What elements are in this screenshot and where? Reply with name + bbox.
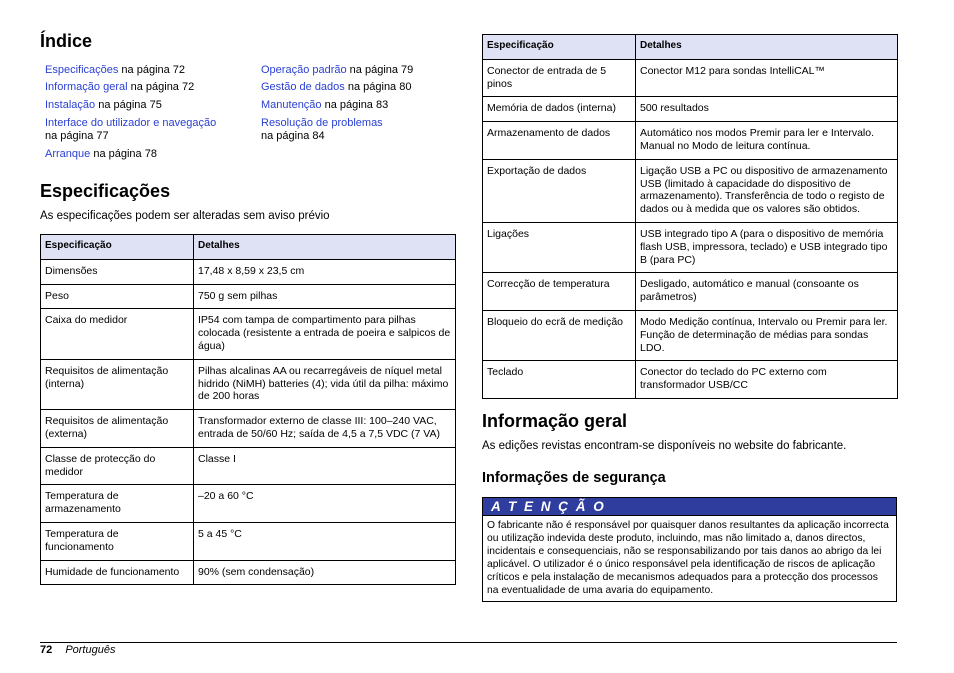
- spec-cell: Memória de dados (interna): [483, 97, 636, 122]
- safety-title: Informações de segurança: [482, 470, 666, 486]
- table-row: [41, 410, 456, 448]
- column-header-spec: Especificação: [41, 235, 194, 260]
- toc-item: [261, 81, 466, 94]
- toc-item: [261, 64, 466, 77]
- details-cell: Conector M12 para sondas IntelliCAL™: [636, 59, 898, 97]
- details-cell: 750 g sem pilhas: [194, 284, 456, 309]
- table-row: [41, 284, 456, 309]
- toc-link-informacao-geral[interactable]: Informação geral: [45, 81, 128, 93]
- toc-page-ref: na página 80: [344, 81, 412, 93]
- details-cell: 500 resultados: [636, 97, 898, 122]
- table-row: [41, 522, 456, 560]
- details-cell: 5 a 45 °C: [194, 522, 456, 560]
- column-header-spec: Especificação: [483, 35, 636, 60]
- details-cell: Ligação USB a PC ou dispositivo de armazenamento USB (limitado à capacidade do dispositivo de armazenamento). Transferência de todo o registo de dados ou à medida que os valores são obtidos.: [636, 159, 898, 222]
- footer-language: Português: [65, 644, 116, 656]
- spec-cell: Peso: [41, 284, 194, 309]
- details-cell: Automático nos modos Premir para ler e Intervalo. Manual no Modo de leitura contínua.: [636, 122, 898, 160]
- toc-item: [45, 64, 250, 77]
- index-title: Índice: [40, 31, 93, 51]
- spec-cell: Ligações: [483, 222, 636, 272]
- details-cell: Pilhas alcalinas AA ou recarregáveis de níquel metal hidrido (NiMH) batteries (4); vida útil da pilha: máximo de 200 horas: [194, 359, 456, 409]
- table-row: [483, 122, 898, 160]
- table-row: [41, 560, 456, 585]
- details-cell: Transformador externo de classe III: 100–240 VAC, entrada de 50/60 Hz; saída de 4,5 a 7,5 VDC (7 VA): [194, 410, 456, 448]
- toc-page-ref: na página 75: [95, 99, 162, 111]
- toc-item: [45, 99, 250, 112]
- details-cell: USB integrado tipo A (para o dispositivo de memória flash USB, impressora, teclado) e USB integrado tipo B (para PC): [636, 222, 898, 272]
- toc-item: [45, 148, 250, 161]
- details-cell: Modo Medição contínua, Intervalo ou Premir para ler. Função de determinação de médias para sondas LDO.: [636, 310, 898, 360]
- toc-page-ref: na página 83: [321, 99, 389, 111]
- page-footer: [40, 644, 115, 656]
- table-row: [483, 97, 898, 122]
- table-row: [483, 361, 898, 399]
- spec-cell: Requisitos de alimentação (externa): [41, 410, 194, 448]
- spec-cell: Humidade de funcionamento: [41, 560, 194, 585]
- spec-cell: Temperatura de armazenamento: [41, 485, 194, 523]
- table-row: [41, 447, 456, 485]
- column-header-details: Detalhes: [194, 235, 456, 260]
- specs-title: Especificações: [40, 181, 171, 201]
- table-row: [41, 359, 456, 409]
- toc-page-ref: na página 79: [346, 64, 414, 76]
- spec-cell: Conector de entrada de 5 pinos: [483, 59, 636, 97]
- details-cell: –20 a 60 °C: [194, 485, 456, 523]
- toc-link-interface[interactable]: Interface do utilizador e navegação: [45, 117, 217, 129]
- warning-box: [482, 497, 897, 602]
- details-cell: 17,48 x 8,59 x 23,5 cm: [194, 259, 456, 284]
- spec-cell: Caixa do medidor: [41, 309, 194, 359]
- toc-link-gestao-de-dados[interactable]: Gestão de dados: [261, 81, 345, 93]
- footer-divider: [40, 642, 897, 643]
- toc-link-resolucao-de-problemas[interactable]: Resolução de problemas: [261, 117, 383, 129]
- spec-cell: Classe de protecção do medidor: [41, 447, 194, 485]
- toc-link-especificacoes[interactable]: Especificações: [45, 64, 119, 76]
- details-cell: Conector do teclado do PC externo com transformador USB/CC: [636, 361, 898, 399]
- toc-item: [45, 81, 250, 94]
- details-cell: Classe I: [194, 447, 456, 485]
- details-cell: 90% (sem condensação): [194, 560, 456, 585]
- toc-page-ref: na página 77: [45, 130, 109, 142]
- general-info-text: As edições revistas encontram-se disponíveis no website do fabricante.: [482, 440, 847, 452]
- specs-table-left: [40, 234, 456, 585]
- toc-link-instalacao[interactable]: Instalação: [45, 99, 96, 111]
- details-cell: IP54 com tampa de compartimento para pilhas colocada (resistente a entrada de poeira e salpicos de água): [194, 309, 456, 359]
- table-row: [483, 159, 898, 222]
- table-row: [41, 259, 456, 284]
- spec-cell: Armazenamento de dados: [483, 122, 636, 160]
- toc-item: [45, 117, 250, 143]
- toc-page-ref: na página 84: [261, 130, 325, 142]
- toc-link-arranque[interactable]: Arranque: [45, 148, 91, 160]
- spec-cell: Dimensões: [41, 259, 194, 284]
- specs-table-right: [482, 34, 898, 399]
- page-number: 72: [40, 644, 53, 656]
- specs-intro: As especificações podem ser alteradas sem aviso prévio: [40, 210, 330, 222]
- warning-label: A T E N Ç Ã O: [483, 498, 896, 516]
- toc-page-ref: na página 72: [118, 64, 186, 76]
- table-row: [483, 222, 898, 272]
- spec-cell: Temperatura de funcionamento: [41, 522, 194, 560]
- toc-link-manutencao[interactable]: Manutenção: [261, 99, 322, 111]
- toc-item: [261, 99, 466, 112]
- table-row: [483, 59, 898, 97]
- table-row: [483, 310, 898, 360]
- table-header-row: [483, 35, 898, 60]
- spec-cell: Exportação de dados: [483, 159, 636, 222]
- table-row: [41, 309, 456, 359]
- spec-cell: Teclado: [483, 361, 636, 399]
- general-info-title: Informação geral: [482, 411, 628, 431]
- details-cell: Desligado, automático e manual (consoante os parâmetros): [636, 273, 898, 311]
- column-header-details: Detalhes: [636, 35, 898, 60]
- warning-text: O fabricante não é responsável por quaisquer danos resultantes da aplicação incorrecta ou utilização indevida deste produto, incluindo, mas não limitado a, danos directos, incidentais e consequenciais, não se responsabilizando por tais danos ao abrigo da lei aplicável. O utilizador é o único responsável pela identificação de riscos de aplicação críticos e pela instalação de mecanismos adequados para a protecção dos processos na eventualidade de uma avaria do equipamento.: [487, 520, 889, 596]
- table-header-row: [41, 235, 456, 260]
- table-row: [483, 273, 898, 311]
- toc-page-ref: na página 78: [90, 148, 157, 160]
- spec-cell: Requisitos de alimentação (interna): [41, 359, 194, 409]
- table-row: [41, 485, 456, 523]
- toc-link-operacao-padrao[interactable]: Operação padrão: [261, 64, 347, 76]
- toc-item: [261, 117, 466, 143]
- spec-cell: Bloqueio do ecrã de medição: [483, 310, 636, 360]
- toc-page-ref: na página 72: [127, 81, 195, 93]
- spec-cell: Correcção de temperatura: [483, 273, 636, 311]
